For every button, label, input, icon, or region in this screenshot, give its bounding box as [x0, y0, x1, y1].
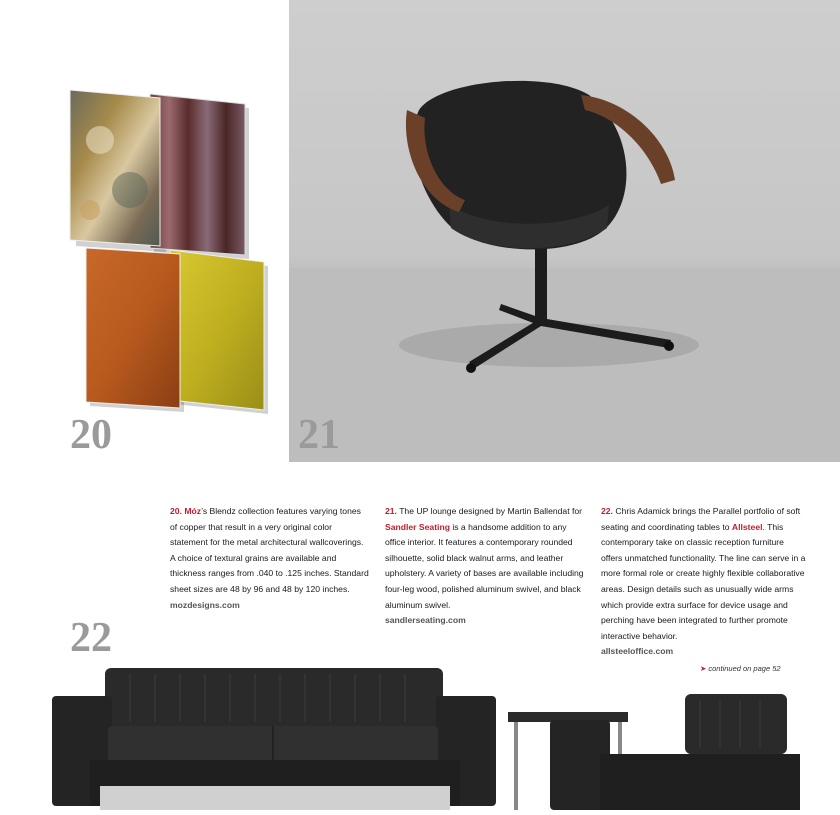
- item-20-lead: 20.: [170, 506, 182, 516]
- item-20-brand: Móz: [184, 506, 202, 516]
- sofa-photo: [0, 660, 840, 810]
- item-21-description: [385, 504, 587, 629]
- item-20-text: ’s Blendz collection features varying tones of copper that result in a very original color statement for the metal architectural wallcoverings. A choice of textural grains are available and thickness ranges from .040 to .125 inches. Standard sheet sizes are 48 by 96 and 48 by 120 inches.: [170, 506, 369, 594]
- item-22-text-before: Chris Adamick brings the Parallel portfolio of soft seating and coordinating tables to: [601, 506, 801, 532]
- item-22-url[interactable]: allsteeloffice.com: [601, 646, 674, 657]
- item-number-21: 21: [298, 412, 340, 458]
- item-22-brand: Allsteel: [731, 521, 763, 532]
- item-20-url[interactable]: mozdesigns.com: [170, 599, 240, 610]
- arrow-right-icon: ➤: [700, 664, 707, 673]
- continued-text: continued on page 52: [708, 664, 781, 673]
- item-21-text-before: The UP lounge designed by Martin Ballendat for: [399, 506, 582, 516]
- item-21-lead: 21.: [385, 506, 397, 516]
- item-number-22: 22: [70, 615, 112, 661]
- item-22-lead: 22.: [601, 506, 613, 516]
- item-21-url[interactable]: sandlerseating.com: [385, 615, 466, 626]
- item-20-description: [170, 504, 370, 613]
- item-number-20: 20: [70, 412, 112, 458]
- metal-panels-image: [60, 80, 275, 415]
- item-21-text-after: is a handsome addition to any office interior. It features a contemporary rounded silhouette, solid black walnut arms, and leather upholstery. A variety of bases are available including four-leg wood, polished aluminum swivel, and black aluminum swivel.: [385, 521, 584, 610]
- item-21-brand: Sandler Seating: [385, 521, 450, 532]
- item-22-description: [601, 504, 807, 660]
- lounge-chair-photo: [289, 0, 840, 462]
- item-22-text-after: . This contemporary take on classic reception furniture offers unmatched functionality. The line can serve in a more formal role or create highly flexible collaborative areas. Design details such as unusually wide arms which provide extra surface for device usage and perching have been integrated to further promote interactive behavior.: [601, 521, 806, 641]
